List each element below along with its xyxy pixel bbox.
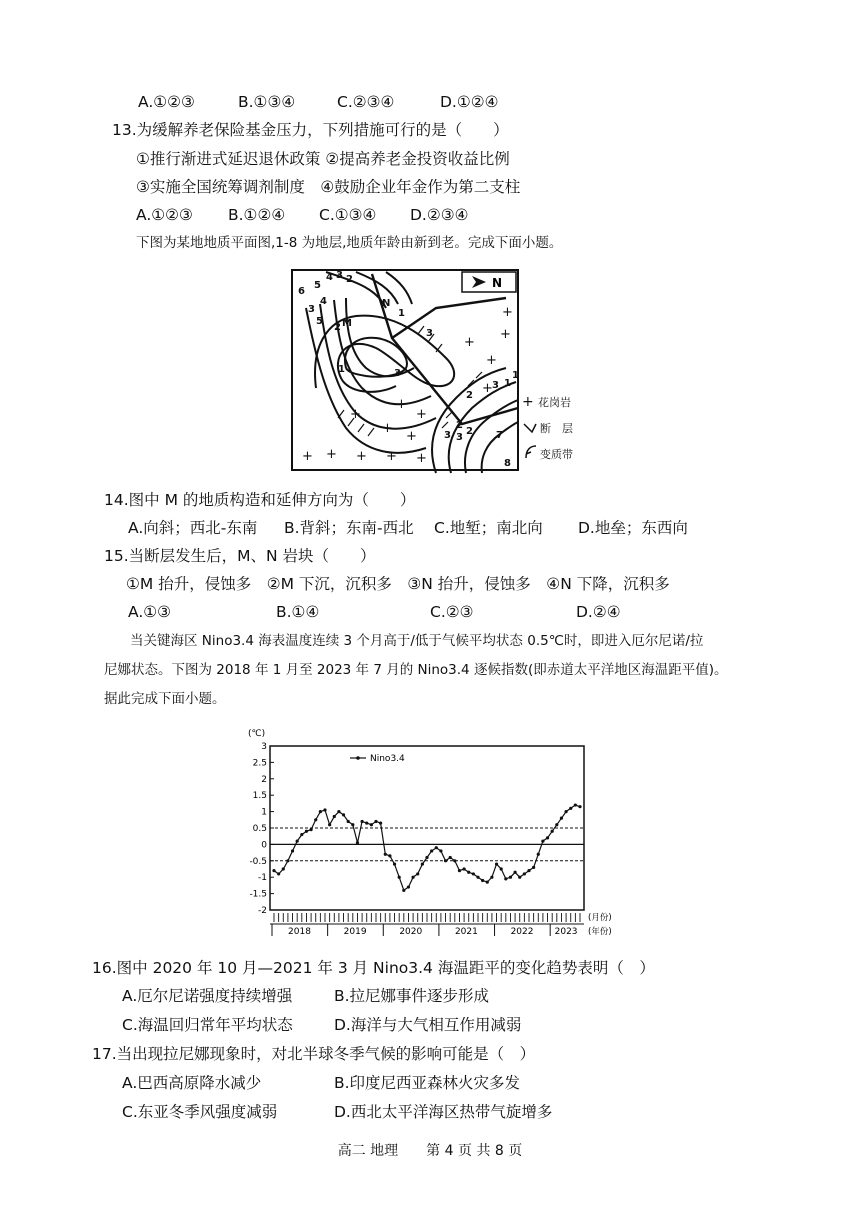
nino34-point: [490, 876, 493, 879]
nino34-point: [328, 823, 331, 826]
nino34-chart: [244, 724, 624, 942]
y-tick-label: 1: [261, 807, 267, 818]
q14-option-a: A.向斜；西北-东南: [128, 519, 258, 537]
nino34-point: [444, 859, 447, 862]
geology-map: [286, 268, 588, 474]
q17-option-b: B.印度尼西亚森林火灾多发: [334, 1074, 521, 1092]
nino34-point: [286, 859, 289, 862]
legend-metamorphic: 变质带: [540, 448, 573, 461]
nino34-point: [272, 869, 275, 872]
q16-option-a: A.厄尔尼诺强度持续增强: [122, 987, 293, 1005]
svg-text:+: +: [464, 335, 475, 350]
nino34-point: [374, 820, 377, 823]
nino34-point: [569, 807, 572, 810]
nino34-point: [402, 889, 405, 892]
q13-option-a: A.①②③: [136, 206, 193, 224]
nino34-point: [458, 869, 461, 872]
nino34-point: [430, 849, 433, 852]
svg-text:+: +: [416, 451, 427, 466]
y-tick-label: 2: [261, 774, 267, 785]
stratum-label: 1: [504, 378, 511, 389]
x-year-label: 2023: [554, 927, 578, 937]
q12-option-b: B.①③④: [238, 93, 296, 111]
north-label: N: [492, 276, 503, 290]
stratum-label: M: [342, 318, 352, 329]
q15-option-c: C.②③: [430, 603, 474, 621]
q14-stem: 14.图中 M 的地质构造和延伸方向为（ ）: [104, 491, 416, 509]
chart-intro-2: 尼娜状态。下图为 2018 年 1 月至 2023 年 7 月的 Nino3.4 逐候指数(即赤道太平洋地区海温距平值)。: [104, 662, 728, 678]
nino34-point: [495, 862, 498, 865]
q16-option-b: B.拉尼娜事件逐步形成: [334, 987, 490, 1005]
x-year-label: 2020: [399, 927, 423, 937]
nino34-point: [453, 859, 456, 862]
nino34-point: [379, 821, 382, 824]
nino34-point: [342, 813, 345, 816]
nino34-point: [411, 876, 414, 879]
nino34-point: [347, 820, 350, 823]
q15-option-d: D.②④: [576, 603, 621, 621]
svg-text:+: +: [486, 353, 497, 368]
nino34-point: [523, 872, 526, 875]
stratum-label: 3: [394, 368, 401, 379]
x-year-label: 2019: [343, 927, 367, 937]
stratum-label: 4: [320, 296, 327, 307]
svg-text:+: +: [302, 449, 313, 464]
nino34-point: [560, 817, 563, 820]
svg-text:+: +: [382, 421, 393, 436]
q15-option-a: A.①③: [128, 603, 172, 621]
q16-stem: 16.图中 2020 年 10 月—2021 年 3 月 Nino3.4 海温距平的变化趋势表明（ ）: [92, 959, 655, 977]
stratum-label: 7: [496, 430, 503, 441]
nino34-point: [282, 867, 285, 870]
q12-option-d: D.①②④: [440, 93, 499, 111]
nino34-point: [449, 856, 452, 859]
nino34-point: [296, 840, 299, 843]
nino34-point: [393, 862, 396, 865]
stratum-label: 2: [346, 274, 353, 285]
x-year-label: 2021: [454, 927, 478, 937]
stratum-label: 3: [444, 430, 451, 441]
q13-option-b: B.①②④: [228, 206, 286, 224]
q15-stem: 15.当断层发生后，M、N 岩块（ ）: [104, 547, 376, 565]
svg-text:+: +: [386, 449, 397, 464]
q14-option-d: D.地垒；东西向: [578, 519, 688, 537]
nino34-point: [435, 846, 438, 849]
stratum-label: 3: [308, 304, 315, 315]
q13-option-c: C.①③④: [319, 206, 377, 224]
page-footer: 高二 地理 第 4 页 共 8 页: [337, 1143, 523, 1159]
fault-symbol-icon: [524, 424, 536, 432]
nino34-point: [504, 877, 507, 880]
y-tick-label: 0.5: [252, 824, 267, 834]
granite-symbol-icon: +: [522, 394, 534, 410]
svg-text:+: +: [502, 305, 513, 320]
stratum-label: N: [382, 298, 391, 309]
nino34-point: [564, 810, 567, 813]
q17-option-a: A.巴西高原降水减少: [122, 1074, 262, 1092]
nino34-point: [370, 823, 373, 826]
nino34-point: [439, 849, 442, 852]
q12-option-c: C.②③④: [337, 93, 395, 111]
stratum-label: 3: [492, 380, 499, 391]
chart-intro-3: 据此完成下面小题。: [104, 691, 226, 707]
stratum-label: 2: [466, 390, 473, 401]
nino34-point: [476, 876, 479, 879]
nino34-point: [337, 810, 340, 813]
svg-text:+: +: [350, 407, 361, 422]
nino34-point: [360, 820, 363, 823]
nino34-point: [351, 823, 354, 826]
stratum-label: 5: [316, 316, 323, 327]
y-tick-label: 0: [261, 840, 267, 851]
nino34-point: [356, 841, 359, 844]
map-intro: 下图为某地地质平面图,1-8 为地层,地质年龄由新到老。完成下面小题。: [136, 235, 563, 251]
nino34-point: [486, 881, 489, 884]
svg-text:+: +: [396, 397, 407, 412]
nino34-point: [518, 876, 521, 879]
nino34-point: [305, 830, 308, 833]
nino34-point: [291, 849, 294, 852]
nino34-point: [333, 815, 336, 818]
nino34-series-line: [274, 805, 580, 890]
svg-text:+: +: [482, 381, 493, 396]
q13-stem: 13.为缓解养老保险基金压力，下列措施可行的是（ ）: [112, 121, 509, 139]
stratum-label: 3: [336, 270, 343, 281]
nino34-point: [398, 876, 401, 879]
y-tick-label: -2: [258, 906, 267, 916]
y-tick-label: -1: [258, 873, 267, 884]
stratum-label: 8: [504, 458, 511, 469]
stratum-label: 3: [426, 328, 433, 339]
q17-option-c: C.东亚冬季风强度减弱: [122, 1103, 278, 1121]
svg-text:+: +: [326, 447, 337, 462]
x-axis-month-unit: (月份): [588, 913, 612, 923]
stratum-label: 4: [326, 272, 333, 283]
y-tick-label: 1.5: [252, 791, 267, 802]
q13-option-d: D.②③④: [410, 206, 469, 224]
y-axis-unit: (℃): [248, 729, 266, 739]
nino34-point: [462, 867, 465, 870]
svg-text:+: +: [356, 449, 367, 464]
nino34-point: [277, 872, 280, 875]
q16-option-c: C.海温回归常年平均状态: [122, 1016, 293, 1034]
stratum-label: 1: [512, 370, 519, 381]
nino34-point: [578, 805, 581, 808]
nino34-point: [527, 869, 530, 872]
nino34-point: [500, 867, 503, 870]
nino34-point: [323, 808, 326, 811]
stratum-label: 1: [338, 364, 345, 375]
nino34-point: [309, 828, 312, 831]
nino34-point: [513, 871, 516, 874]
y-tick-label: 2.5: [252, 758, 267, 769]
nino34-point: [509, 876, 512, 879]
y-tick-label: -0.5: [249, 856, 267, 867]
nino34-point: [546, 836, 549, 839]
q15-items: ①M 抬升，侵蚀多 ②M 下沉，沉积多 ③N 抬升，侵蚀多 ④N 下降，沉积多: [126, 575, 670, 593]
x-year-label: 2022: [510, 927, 534, 937]
nino34-point: [537, 853, 540, 856]
nino34-point: [388, 854, 391, 857]
north-arrow-icon: [472, 276, 486, 288]
nino34-point: [314, 818, 317, 821]
nino34-point: [416, 872, 419, 875]
q17-stem: 17.当出现拉尼娜现象时，对北半球冬季气候的影响可能是（ ）: [92, 1045, 536, 1063]
svg-text:+: +: [416, 407, 427, 422]
y-tick-label: -1.5: [249, 889, 267, 900]
nino34-point: [481, 879, 484, 882]
nino34-point: [541, 840, 544, 843]
q15-option-b: B.①④: [276, 603, 320, 621]
x-axis-year-unit: (年份): [588, 927, 612, 937]
q14-option-c: C.地堑；南北向: [434, 519, 543, 537]
nino34-point: [555, 823, 558, 826]
chart-intro-1: 当关键海区 Nino3.4 海表温度连续 3 个月高于/低于气候平均状态 0.5℃时，即进入厄尔尼诺/拉: [130, 633, 704, 649]
svg-text:+: +: [500, 327, 511, 342]
stratum-label: 2: [456, 420, 463, 431]
nino34-point: [421, 862, 424, 865]
legend-fault: 断 层: [540, 422, 573, 435]
nino34-point: [425, 856, 428, 859]
nino34-point: [551, 830, 554, 833]
q13-items-1: ①推行渐进式延迟退休政策 ②提高养老金投资收益比例: [136, 150, 510, 168]
stratum-label: 2: [466, 426, 473, 437]
q16-option-d: D.海洋与大气相互作用减弱: [334, 1016, 522, 1034]
stratum-label: 6: [298, 286, 305, 297]
stratum-label: 1: [398, 308, 405, 319]
y-tick-label: 3: [261, 742, 267, 752]
q13-items-2: ③实施全国统筹调剂制度 ④鼓励企业年金作为第二支柱: [136, 178, 521, 196]
nino34-point: [472, 872, 475, 875]
legend-granite: 花岗岩: [538, 396, 571, 409]
nino34-point: [574, 803, 577, 806]
nino34-point: [407, 885, 410, 888]
svg-text:+: +: [406, 429, 417, 444]
nino34-point: [319, 810, 322, 813]
stratum-label: 5: [314, 280, 321, 291]
nino34-point: [384, 853, 387, 856]
nino34-point: [467, 871, 470, 874]
x-year-label: 2018: [288, 927, 311, 937]
q14-option-b: B.背斜；东南-西北: [284, 519, 414, 537]
nino34-point: [532, 866, 535, 869]
stratum-label: 2: [334, 322, 341, 333]
legend-marker: [356, 756, 360, 760]
legend-label: Nino3.4: [370, 754, 405, 764]
north-box: [462, 272, 516, 292]
nino34-point: [300, 833, 303, 836]
metamorphic-symbol-icon: [526, 446, 536, 458]
stratum-label: 3: [456, 432, 463, 443]
q12-option-a: A.①②③: [138, 93, 195, 111]
nino34-point: [365, 821, 368, 824]
q17-option-d: D.西北太平洋海区热带气旋增多: [334, 1103, 553, 1121]
